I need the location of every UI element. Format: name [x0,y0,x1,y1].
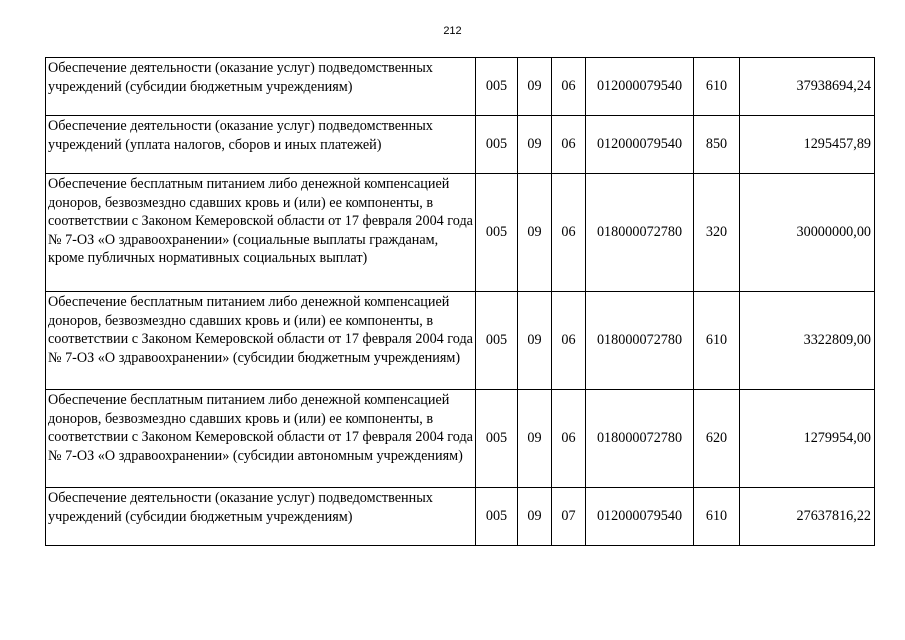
subsection-code-cell: 07 [552,488,586,546]
section-code-cell: 09 [518,174,552,292]
section-code-cell: 09 [518,58,552,116]
table-row [46,116,875,174]
ministry-code-cell: 005 [476,58,518,116]
page-number: 212 [443,25,462,37]
amount-cell: 30000000,00 [740,174,875,292]
ministry-code-cell: 005 [476,116,518,174]
expense-type-cell: 610 [694,488,740,546]
expense-name-cell: Обеспечение бесплатным питанием либо денежной компенсацией доноров, безвозмездно сдавших кровь и (или) ее компоненты, в соответствии с Законом Кемеровской области от 17 февраля 2004 года № 7-ОЗ «О здравоохранении» (субсидии автономным учреждениям) [46,390,476,488]
target-article-cell: 012000079540 [586,58,694,116]
subsection-code-cell: 06 [552,58,586,116]
table-row [46,488,875,546]
amount-cell: 1295457,89 [740,116,875,174]
table-row [46,292,875,390]
ministry-code-cell: 005 [476,174,518,292]
expense-name-cell: Обеспечение деятельности (оказание услуг) подведомственных учреждений (субсидии бюджетным учреждениям) [46,58,476,116]
target-article-cell: 018000072780 [586,390,694,488]
amount-cell: 27637816,22 [740,488,875,546]
target-article-cell: 018000072780 [586,174,694,292]
ministry-code-cell: 005 [476,488,518,546]
table-row [46,174,875,292]
ministry-code-cell: 005 [476,390,518,488]
expense-name-cell: Обеспечение деятельности (оказание услуг) подведомственных учреждений (субсидии бюджетным учреждениям) [46,488,476,546]
section-code-cell: 09 [518,488,552,546]
section-code-cell: 09 [518,292,552,390]
ministry-code-cell: 005 [476,292,518,390]
budget-table [45,57,875,546]
amount-cell: 37938694,24 [740,58,875,116]
subsection-code-cell: 06 [552,116,586,174]
subsection-code-cell: 06 [552,174,586,292]
section-code-cell: 09 [518,390,552,488]
amount-cell: 3322809,00 [740,292,875,390]
expense-type-cell: 610 [694,58,740,116]
expense-type-cell: 320 [694,174,740,292]
subsection-code-cell: 06 [552,390,586,488]
table-row [46,58,875,116]
target-article-cell: 018000072780 [586,292,694,390]
target-article-cell: 012000079540 [586,116,694,174]
expense-type-cell: 610 [694,292,740,390]
expense-name-cell: Обеспечение бесплатным питанием либо денежной компенсацией доноров, безвозмездно сдавших кровь и (или) ее компоненты, в соответствии с Законом Кемеровской области от 17 февраля 2004 года № 7-ОЗ «О здравоохранении» (субсидии бюджетным учреждениям) [46,292,476,390]
expense-name-cell: Обеспечение бесплатным питанием либо денежной компенсацией доноров, безвозмездно сдавших кровь и (или) ее компоненты, в соответствии с Законом Кемеровской области от 17 февраля 2004 года № 7-ОЗ «О здравоохранении» (социальные выплаты гражданам, кроме публичных нормативных социальных выплат) [46,174,476,292]
table-row [46,390,875,488]
expense-name-cell: Обеспечение деятельности (оказание услуг) подведомственных учреждений (уплата налогов, сборов и иных платежей) [46,116,476,174]
target-article-cell: 012000079540 [586,488,694,546]
section-code-cell: 09 [518,116,552,174]
subsection-code-cell: 06 [552,292,586,390]
expense-type-cell: 620 [694,390,740,488]
expense-type-cell: 850 [694,116,740,174]
amount-cell: 1279954,00 [740,390,875,488]
